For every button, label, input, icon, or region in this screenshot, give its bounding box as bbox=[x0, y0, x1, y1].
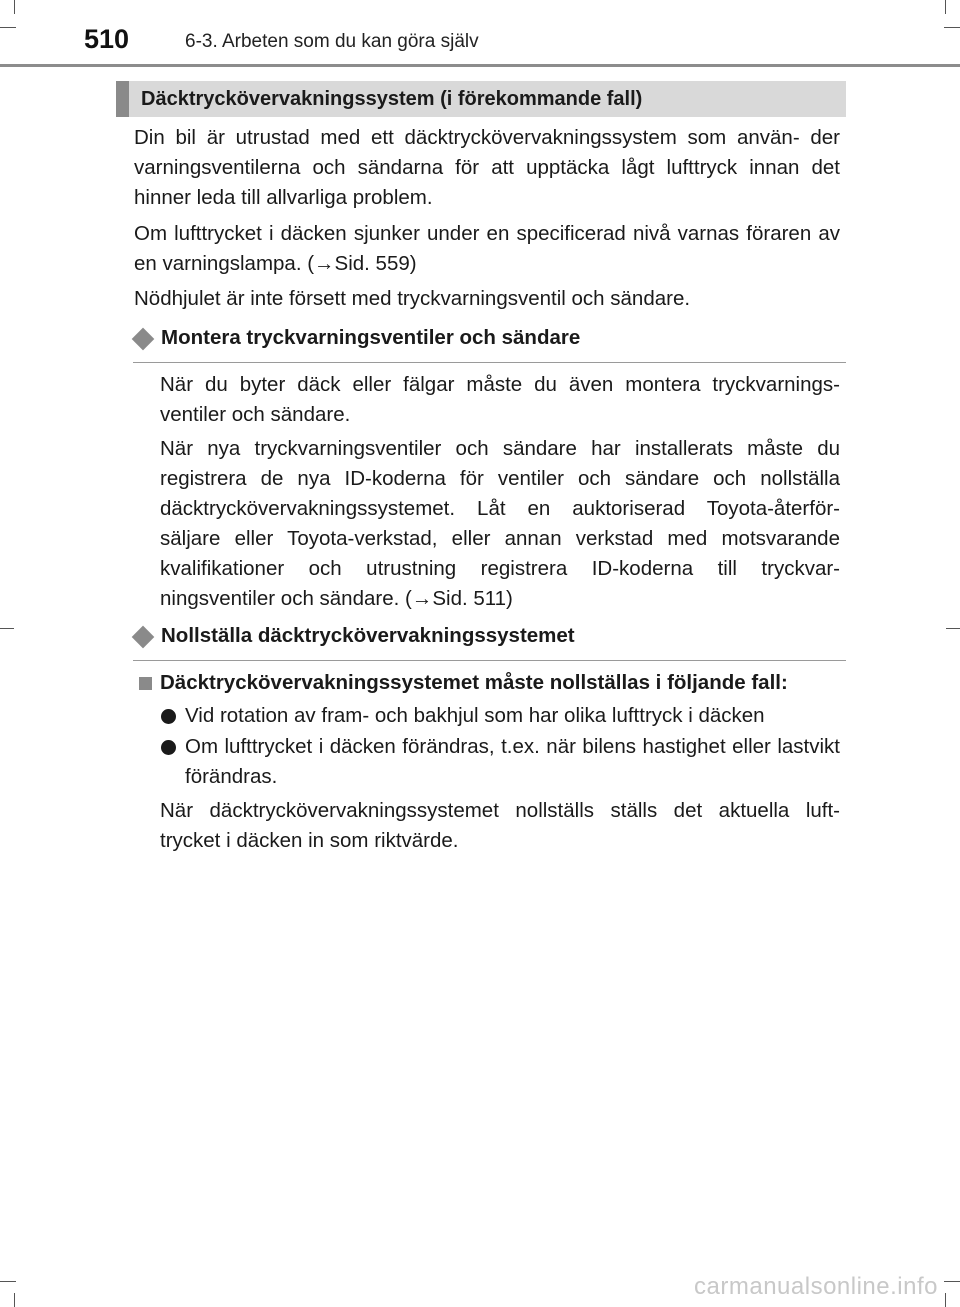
list-item bbox=[160, 732, 840, 792]
install-paragraph-1: När du byter däck eller fälgar måste du även montera tryckvarnings- ventiler och sändare. bbox=[160, 373, 840, 426]
page-number: 510 bbox=[84, 24, 130, 54]
intro-paragraph-1: Din bil är utrustad med ett däcktryckövervakningssystem som använ- der varningsventilerna och sändarna för att upptäcka lågt lufttryck innan det hinner leda till allvarliga problem. bbox=[134, 126, 840, 209]
intro-paragraph-3: Nödhjulet är inte försett med tryckvarningsventil och sändare. bbox=[134, 287, 691, 310]
section-title-bar bbox=[116, 81, 846, 117]
reset-conditions-heading bbox=[139, 671, 849, 699]
crop-mark bbox=[14, 1293, 15, 1307]
header-divider bbox=[0, 64, 960, 67]
crop-mark bbox=[945, 1293, 946, 1307]
round-bullet-icon bbox=[161, 709, 176, 724]
intro-paragraph-2: Om lufttrycket i däcken sjunker under en specificerad nivå varnas föraren av en varningslampa. (→Sid. 559) bbox=[134, 222, 840, 275]
watermark: carmanualsonline.info bbox=[694, 1273, 938, 1300]
crop-mark bbox=[944, 27, 960, 28]
crop-mark bbox=[14, 0, 15, 14]
crop-mark bbox=[0, 628, 14, 629]
diamond-bullet-icon bbox=[132, 328, 155, 351]
subsection-heading-install bbox=[133, 326, 846, 363]
crop-mark bbox=[0, 1281, 16, 1282]
reset-note-paragraph: När däcktryckövervakningssystemet nollställs ställs det aktuella luft- trycket i däcken in som riktvärde. bbox=[160, 799, 840, 852]
crop-mark bbox=[0, 27, 16, 28]
section-title: Däcktryckövervakningssystem (i förekommande fall) bbox=[141, 88, 643, 110]
list-item bbox=[160, 701, 840, 731]
reset-conditions-heading-text: Däcktryckövervakningssystemet måste nollställas i följande fall: bbox=[160, 671, 788, 694]
diamond-bullet-icon bbox=[132, 626, 155, 649]
round-bullet-icon bbox=[161, 740, 176, 755]
crop-mark bbox=[944, 1281, 960, 1282]
crop-mark bbox=[946, 628, 960, 629]
subsection-heading-text: Montera tryckvarningsventiler och sändare bbox=[161, 326, 581, 349]
square-bullet-icon bbox=[139, 677, 152, 690]
subsection-heading-reset bbox=[133, 624, 846, 661]
subsection-heading-text: Nollställa däcktryckövervakningssystemet bbox=[161, 624, 575, 647]
crop-mark bbox=[945, 0, 946, 14]
chapter-section: 6-3. Arbeten som du kan göra själv bbox=[185, 31, 479, 52]
list-item-text: Vid rotation av fram- och bakhjul som har olika lufttryck i däcken bbox=[185, 704, 765, 727]
list-item-text: Om lufttrycket i däcken förändras, t.ex. när bilens hastighet eller lastvikt förändras. bbox=[185, 735, 840, 788]
install-paragraph-2: När nya tryckvarningsventiler och sändare har installerats måste du registrera de nya ID-koderna för ventiler och sändare och nollställa däcktryckövervakningssystemet. Låt en auktoriserad Toyota-återför- säljare eller Toyota-verkstad, eller annan verkstad med motsvarande kvalifikationer och utrustning registrera ID-koderna till tryckvar- ningsventiler och sändare. (→Sid. 511) bbox=[160, 437, 840, 610]
